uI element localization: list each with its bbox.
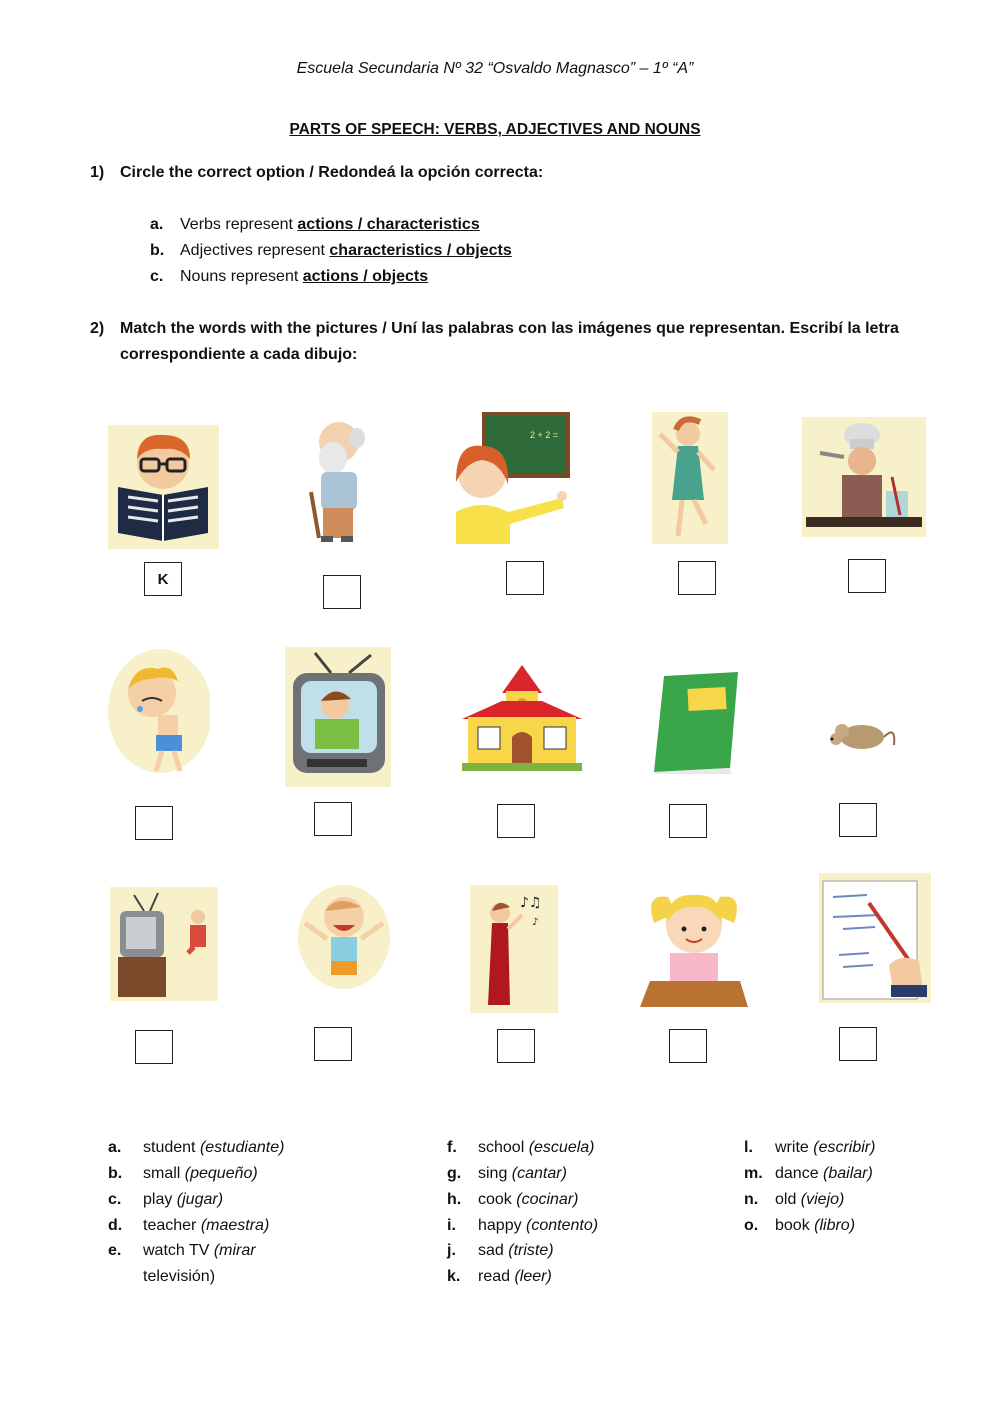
word-en: small [143, 1165, 185, 1182]
worksheet-title: PARTS OF SPEECH: VERBS, ADJECTIVES AND NOUNS [289, 121, 701, 138]
word-en: watch TV [143, 1242, 214, 1259]
word-letter: f. [447, 1139, 457, 1156]
word-letter: c. [108, 1191, 122, 1208]
word-en: book [775, 1217, 815, 1234]
word-letter: b. [108, 1165, 123, 1182]
word-letter: o. [744, 1217, 759, 1234]
word-en: write [775, 1139, 814, 1156]
word-en: happy [478, 1217, 527, 1234]
word-es: (escuela) [528, 1139, 595, 1156]
teacher-picture [452, 412, 570, 544]
school-building-picture [462, 663, 582, 773]
child-watching-tv-picture [110, 887, 218, 1001]
school-header: Escuela Secundaria Nº 32 “Osvaldo Magnasco” – 1º “A” [296, 60, 694, 77]
word-item [108, 1165, 258, 1183]
word-letter: k. [447, 1268, 461, 1285]
option-text: Adjectives represent [180, 242, 330, 259]
girl-dancing-picture [652, 412, 728, 544]
hand-writing-picture [819, 873, 931, 1003]
word-item [744, 1165, 873, 1183]
word-item [447, 1242, 554, 1260]
happy-boy-picture [297, 883, 391, 991]
q1-option-a [150, 216, 480, 234]
answer-box-8[interactable] [497, 804, 535, 838]
option-choice[interactable]: actions / characteristics [297, 216, 480, 233]
small-mouse-picture [826, 715, 898, 755]
word-letter: e. [108, 1242, 122, 1259]
answer-box-15[interactable] [839, 1027, 877, 1061]
word-en: school [478, 1139, 529, 1156]
word-item [744, 1217, 855, 1235]
word-letter: d. [108, 1217, 123, 1234]
woman-singing-picture [470, 885, 558, 1013]
word-es-continued: televisión) [143, 1268, 216, 1285]
word-en: read [478, 1268, 515, 1285]
old-man-picture [293, 412, 385, 544]
word-item [744, 1191, 844, 1209]
option-choice[interactable]: characteristics / objects [329, 242, 512, 259]
q2-instruction: Match the words with the pictures / Uní las palabras con las imágenes que representan. Escribí la letra [120, 320, 899, 337]
word-es: (estudiante) [199, 1139, 285, 1156]
option-text: Nouns represent [180, 268, 303, 285]
word-es: (cantar) [511, 1165, 567, 1182]
word-item [447, 1191, 578, 1209]
word-en: sing [478, 1165, 512, 1182]
word-en: dance [775, 1165, 824, 1182]
word-es: (jugar) [176, 1191, 224, 1208]
q2-number: 2) [90, 320, 105, 337]
boy-crying-picture [106, 645, 210, 777]
word-item [744, 1139, 875, 1157]
answer-box-14[interactable] [669, 1029, 707, 1063]
option-choice[interactable]: actions / objects [302, 268, 429, 285]
word-letter: l. [744, 1139, 753, 1156]
word-es: (maestra) [200, 1217, 270, 1234]
answer-box-5[interactable] [848, 559, 886, 593]
answer-box-2[interactable] [323, 575, 361, 609]
answer-box-12[interactable] [314, 1027, 352, 1061]
answer-box-13[interactable] [497, 1029, 535, 1063]
word-letter: n. [744, 1191, 759, 1208]
word-letter: i. [447, 1217, 456, 1234]
word-en: play [143, 1191, 177, 1208]
answer-box-4[interactable] [678, 561, 716, 595]
word-es: (viejo) [800, 1191, 845, 1208]
option-letter: a. [150, 216, 164, 233]
word-item [108, 1242, 256, 1260]
q1-instruction: Circle the correct option / Redondeá la opción correcta: [120, 164, 544, 181]
word-letter: h. [447, 1191, 462, 1208]
word-item [108, 1191, 223, 1209]
svg-text:♪♫: ♪♫ [520, 895, 542, 911]
word-es: (mirar [213, 1242, 256, 1259]
option-letter: b. [150, 242, 165, 259]
q1-number: 1) [90, 164, 105, 181]
word-en: student [143, 1139, 200, 1156]
word-letter: j. [447, 1242, 456, 1259]
word-es: (libro) [814, 1217, 856, 1234]
word-letter: m. [744, 1165, 763, 1182]
svg-text:2 + 2 =: 2 + 2 = [530, 430, 559, 440]
word-item [108, 1217, 269, 1235]
q1-option-c [150, 268, 428, 286]
word-es: (pequeño) [184, 1165, 258, 1182]
word-letter: g. [447, 1165, 462, 1182]
girl-at-desk-picture [640, 883, 748, 1009]
word-es: (triste) [508, 1242, 554, 1259]
boy-reading-picture [108, 425, 219, 549]
option-text: Verbs represent [180, 216, 298, 233]
answer-box-7[interactable] [314, 802, 352, 836]
word-es: (escribir) [813, 1139, 876, 1156]
word-en: old [775, 1191, 801, 1208]
answer-box-6[interactable] [135, 806, 173, 840]
green-book-picture [652, 670, 742, 774]
answer-box-9[interactable] [669, 804, 707, 838]
word-item [447, 1217, 598, 1235]
word-item [447, 1165, 567, 1183]
svg-text:♪: ♪ [532, 917, 539, 928]
word-item [447, 1268, 552, 1286]
q1-option-b [150, 242, 512, 260]
answer-box-11[interactable] [135, 1030, 173, 1064]
q2-instruction-cont: correspondiente a cada dibujo: [120, 346, 358, 363]
answer-box-1[interactable]: K [144, 562, 182, 596]
word-en: sad [478, 1242, 509, 1259]
word-item [108, 1139, 284, 1157]
boy-in-tv-picture [285, 647, 391, 787]
word-es: (bailar) [823, 1165, 873, 1182]
word-item [447, 1139, 595, 1157]
word-letter: a. [108, 1139, 122, 1156]
word-en: teacher [143, 1217, 201, 1234]
word-es: (contento) [526, 1217, 599, 1234]
word-es: (leer) [514, 1268, 552, 1285]
answer-box-10[interactable] [839, 803, 877, 837]
word-en: cook [478, 1191, 517, 1208]
word-es: (cocinar) [516, 1191, 579, 1208]
option-letter: c. [150, 268, 164, 285]
chef-cooking-picture [802, 417, 926, 537]
answer-box-3[interactable] [506, 561, 544, 595]
